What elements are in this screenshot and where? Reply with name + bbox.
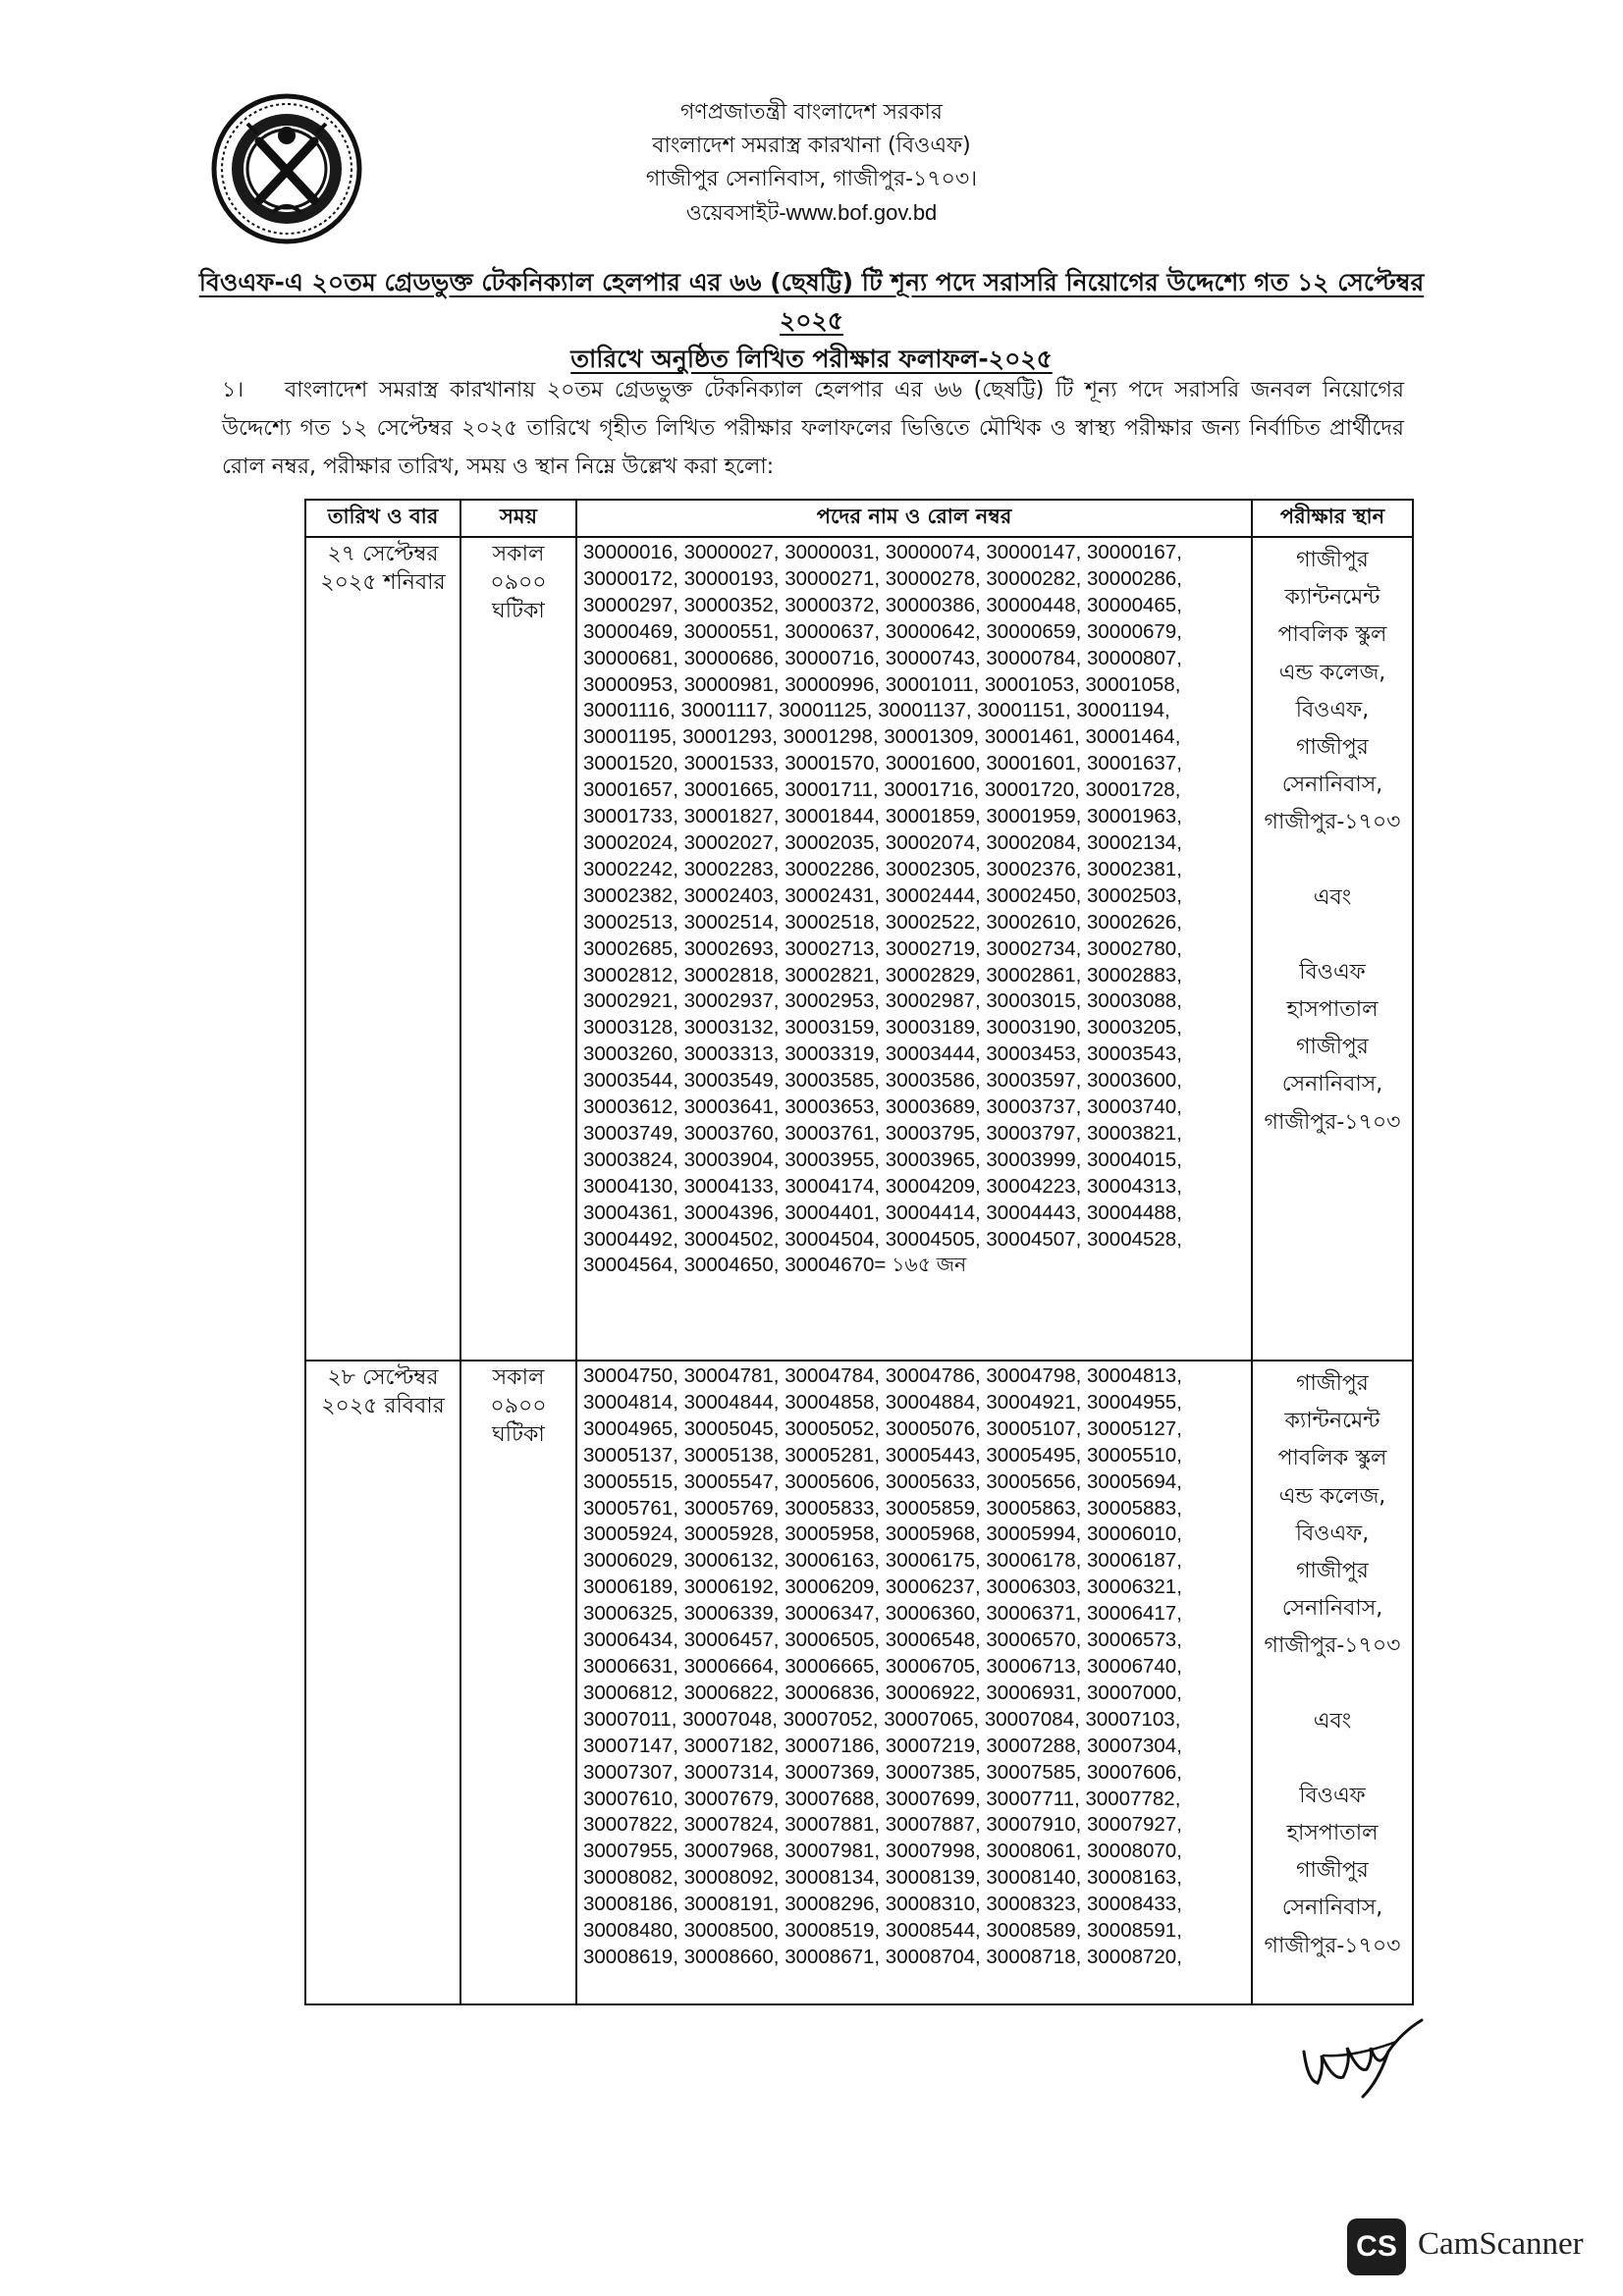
time-cell — [460, 1361, 576, 2004]
venue-line: বিওএফ — [1299, 1783, 1366, 1808]
header-date: তারিখ ও বার — [305, 500, 460, 537]
venue-line: বিওএফ, — [1295, 697, 1370, 722]
roll-line: 30002513, 30002514, 30002518, 30002522, 30002610, 30002626, — [583, 910, 1182, 934]
organization-address: গাজীপুর সেনানিবাস, গাজীপুর-১৭০৩। — [645, 167, 978, 191]
roll-line: 30003824, 30003904, 30003955, 30003965, 30003999, 30004015, — [583, 1148, 1182, 1171]
paragraph-number: ১। — [222, 378, 244, 402]
table-row — [305, 1361, 1413, 2004]
roll-line: 30008082, 30008092, 30008134, 30008139, 30008140, 30008163, — [583, 1866, 1182, 1890]
roll-line: 30002382, 30002403, 30002431, 30002444, 30002450, 30002503, — [583, 883, 1182, 907]
roll-numbers-cell — [576, 1361, 1252, 2004]
roll-line: 30007011, 30007048, 30007052, 30007065, 30007084, 30007103, — [583, 1707, 1181, 1731]
date-text: ২৮ সেপ্টেম্বর — [327, 1365, 439, 1390]
roll-line: 30000016, 30000027, 30000031, 30000074, 30000147, 30000167, — [583, 541, 1182, 563]
venue-line: বিওএফ, — [1295, 1521, 1370, 1546]
roll-line: 30003612, 30003641, 30003653, 30003689, 30003737, 30003740, — [583, 1095, 1182, 1119]
header-time: সময় — [460, 500, 576, 537]
venue-line: হাসপাতাল — [1286, 997, 1379, 1023]
day-text: ২০২৫ রবিবার — [321, 1394, 445, 1418]
venue-line: গাজীপুর-১৭০৩ — [1264, 810, 1401, 835]
venue-and: এবং — [1313, 884, 1352, 910]
roll-line: 30006812, 30006822, 30006836, 30006922, 30006931, 30007000, — [583, 1681, 1182, 1704]
roll-numbers-cell — [576, 537, 1252, 1361]
venue-line: ক্যান্টনমেন্ট — [1284, 1409, 1380, 1434]
roll-line: 30006631, 30006664, 30006665, 30006705, 30006713, 30006740, — [583, 1654, 1182, 1678]
venue-line: সেনানিবাস, — [1281, 773, 1383, 798]
roll-line: 30004492, 30004502, 30004504, 30004505, 30004507, 30004528, — [583, 1227, 1182, 1251]
venue-line: ক্যান্টনমেন্ট — [1284, 585, 1380, 611]
roll-line: 30007307, 30007314, 30007369, 30007385, 30007585, 30007606, — [583, 1760, 1182, 1784]
table-row — [305, 537, 1413, 1361]
roll-line: 30003260, 30003313, 30003319, 30003444, 30003453, 30003543, — [583, 1042, 1182, 1066]
roll-line: 30001733, 30001827, 30001844, 30001859, 30001959, 30001963, — [583, 805, 1182, 828]
title-line-2: তারিখে অনুষ্ঠিত লিখিত পরীক্ষার ফলাফল-২০২৫ — [570, 345, 1053, 373]
roll-line: 30005515, 30005547, 30005606, 30005633, 30005656, 30005694, — [583, 1469, 1182, 1493]
venue-line: বিওএফ — [1299, 959, 1366, 985]
roll-line: 30000297, 30000352, 30000372, 30000386, 30000448, 30000465, — [583, 593, 1182, 616]
exam-schedule-table — [304, 499, 1414, 2005]
roll-line: 30001520, 30001533, 30001570, 30001600, 30001601, 30001637, — [583, 752, 1182, 775]
day-text: ২০২৫ শনিবার — [320, 570, 446, 595]
time-text: ঘটিকা — [492, 599, 545, 623]
roll-line: 30006325, 30006339, 30006347, 30006360, 30006371, 30006417, — [583, 1602, 1182, 1626]
roll-line: 30006189, 30006192, 30006209, 30006237, 30006303, 30006321, — [583, 1575, 1182, 1599]
venue-and: এবং — [1313, 1708, 1352, 1734]
venue-line: গাজীপুর — [1296, 1035, 1369, 1060]
venue-cell — [1252, 537, 1413, 1361]
roll-line: 30000172, 30000193, 30000271, 30000278, 30000282, 30000286, — [583, 566, 1182, 590]
date-text: ২৭ সেপ্টেম্বর — [327, 542, 439, 566]
time-text: ০৯০০ — [490, 1394, 547, 1418]
date-cell — [305, 1361, 460, 2004]
venue-line: এন্ড কলেজ, — [1278, 660, 1386, 685]
venue-line: গাজীপুর — [1296, 735, 1369, 761]
venue-line: গাজীপুর-১৭০৩ — [1264, 1633, 1401, 1659]
date-cell — [305, 537, 460, 1361]
camscanner-label: CamScanner — [1418, 2226, 1584, 2262]
camscanner-badge-icon: CS — [1347, 2218, 1406, 2275]
venue-line: গাজীপুর-১৭০৩ — [1264, 1933, 1401, 1958]
roll-line: 30007610, 30007679, 30007688, 30007699, 30007711, 30007782, — [583, 1787, 1181, 1810]
roll-line: 30003544, 30003549, 30003585, 30003586, 30003597, 30003600, — [583, 1069, 1182, 1093]
roll-line: 30005137, 30005138, 30005281, 30005443, 30005495, 30005510, — [583, 1443, 1182, 1467]
roll-line: 30003128, 30003132, 30003159, 30003189, 30003190, 30003205, — [583, 1016, 1182, 1040]
venue-line: গাজীপুর — [1296, 1371, 1369, 1396]
roll-line: 30008480, 30008500, 30008519, 30008544, 30008589, 30008591, — [583, 1919, 1182, 1943]
roll-line: 30000469, 30000551, 30000637, 30000642, 30000659, 30000679, — [583, 619, 1182, 643]
venue-line: গাজীপুর — [1296, 1559, 1369, 1584]
roll-line: 30002812, 30002818, 30002821, 30002829, 30002861, 30002883, — [583, 963, 1182, 987]
title-line-1: বিওএফ-এ ২০তম গ্রেডভুক্ত টেকনিক্যাল হেলপার এর ৬৬ (ছেষট্টি) টি শূন্য পদে সরাসরি নিয়োগের উদ্দেশ্যে গত ১২ সেপ্টেম্বর ২০২৫ — [198, 268, 1425, 335]
roll-line: 30002921, 30002937, 30002953, 30002987, 30003015, 30003088, — [583, 989, 1182, 1013]
roll-line: 30007955, 30007968, 30007981, 30007998, 30008061, 30008070, — [583, 1840, 1182, 1863]
venue-line: সেনানিবাস, — [1281, 1072, 1383, 1097]
roll-line: 30004814, 30004844, 30004858, 30004884, 30004921, 30004955, — [583, 1390, 1182, 1414]
venue-line: পাবলিক স্কুল — [1277, 1446, 1387, 1471]
time-text: সকাল — [492, 542, 545, 566]
venue-line: সেনানিবাস, — [1281, 1596, 1383, 1622]
result-title — [172, 263, 1451, 378]
roll-line: 30001195, 30001293, 30001298, 30001309, 30001461, 30001464, — [583, 725, 1181, 749]
venue-line: পাবলিক স্কুল — [1277, 622, 1387, 648]
time-text: ঘটিকা — [492, 1422, 545, 1447]
roll-line: 30008619, 30008660, 30008671, 30008704, 30008718, 30008720, — [583, 1945, 1182, 1968]
notice-paragraph — [222, 371, 1404, 486]
roll-line-total: 30004564, 30004650, 30004670= ১৬৫ জন — [583, 1254, 967, 1277]
roll-line: 30000681, 30000686, 30000716, 30000743, 30000784, 30000807, — [583, 646, 1182, 669]
roll-line: 30005761, 30005769, 30005833, 30005859, 30005863, 30005883, — [583, 1496, 1182, 1520]
roll-line: 30004965, 30005045, 30005052, 30005076, 30005107, 30005127, — [583, 1416, 1182, 1440]
table-header-row — [305, 500, 1413, 537]
roll-line: 30000953, 30000981, 30000996, 30001011, 30001053, 30001058, — [583, 672, 1181, 696]
venue-cell — [1252, 1361, 1413, 2004]
roll-line: 30002685, 30002693, 30002713, 30002719, 30002734, 30002780, — [583, 936, 1182, 960]
paragraph-text: বাংলাদেশ সমরাস্ত্র কারখানায় ২০তম গ্রেডভুক্ত টেকনিক্যাল হেলপার এর ৬৬ (ছেষট্টি) টি শূন্য পদে সরাসরি জনবল নিয়োগের উদ্দেশ্যে গত ১২ সেপ্টেম্বর ২০২৫ তারিখে গৃহীত লিখিত পরীক্ষার ফলাফলের ভিত্তিতে মৌখিক ও স্বাস্থ্য পরীক্ষার জন্য নির্বাচিত প্রার্থীদের রোল নম্বর, পরীক্ষার তারিখ, সময় ও স্থান নিম্নে উল্লেখ করা হলো: — [222, 378, 1404, 479]
venue-line: সেনানিবাস, — [1281, 1896, 1383, 1921]
roll-line: 30007822, 30007824, 30007881, 30007887, 30007910, 30007927, — [583, 1813, 1182, 1837]
roll-line: 30003749, 30003760, 30003761, 30003795, 30003797, 30003821, — [583, 1121, 1182, 1145]
time-text: সকাল — [492, 1365, 545, 1390]
letterhead — [0, 96, 1623, 230]
venue-line: গাজীপুর — [1296, 1858, 1369, 1884]
organization-name: বাংলাদেশ সমরাস্ত্র কারখানা (বিওএফ) — [652, 133, 971, 158]
roll-line: 30005924, 30005928, 30005958, 30005968, 30005994, 30006010, — [583, 1522, 1182, 1546]
header-venue: পরীক্ষার স্থান — [1252, 500, 1413, 537]
roll-line: 30002242, 30002283, 30002286, 30002305, 30002376, 30002381, — [583, 857, 1182, 881]
roll-line: 30002024, 30002027, 30002035, 30002074, 30002084, 30002134, — [583, 830, 1182, 854]
time-text: ০৯০০ — [490, 570, 547, 595]
govt-name: গণপ্রজাতন্ত্রী বাংলাদেশ সরকার — [679, 100, 944, 125]
venue-line: এন্ড কলেজ, — [1278, 1483, 1386, 1509]
signature — [1294, 2012, 1432, 2101]
venue-line: গাজীপুর-১৭০৩ — [1264, 1109, 1401, 1135]
roll-line: 30001116, 30001117, 30001125, 30001137, 30001151, 30001194, — [583, 699, 1170, 722]
roll-line: 30004361, 30004396, 30004401, 30004414, 30004443, 30004488, — [583, 1201, 1182, 1224]
roll-line: 30001657, 30001665, 30001711, 30001716, 30001720, 30001728, — [583, 778, 1181, 802]
venue-line: গাজীপুর — [1296, 548, 1369, 572]
website-line: ওয়েবসাইট-www.bof.gov.bd — [685, 200, 938, 225]
time-cell — [460, 537, 576, 1361]
roll-line: 30006434, 30006457, 30006505, 30006548, 30006570, 30006573, — [583, 1629, 1182, 1652]
roll-line: 30004130, 30004133, 30004174, 30004209, 30004223, 30004313, — [583, 1174, 1182, 1198]
roll-line: 30007147, 30007182, 30007186, 30007219, 30007288, 30007304, — [583, 1734, 1182, 1757]
roll-line: 30006029, 30006132, 30006163, 30006175, 30006178, 30006187, — [583, 1549, 1182, 1573]
header-rolls: পদের নাম ও রোল নম্বর — [576, 500, 1252, 537]
roll-line: 30004750, 30004781, 30004784, 30004786, 30004798, 30004813, — [583, 1364, 1182, 1387]
roll-line: 30008186, 30008191, 30008296, 30008310, 30008323, 30008433, — [583, 1893, 1182, 1916]
venue-line: হাসপাতাল — [1286, 1821, 1379, 1846]
